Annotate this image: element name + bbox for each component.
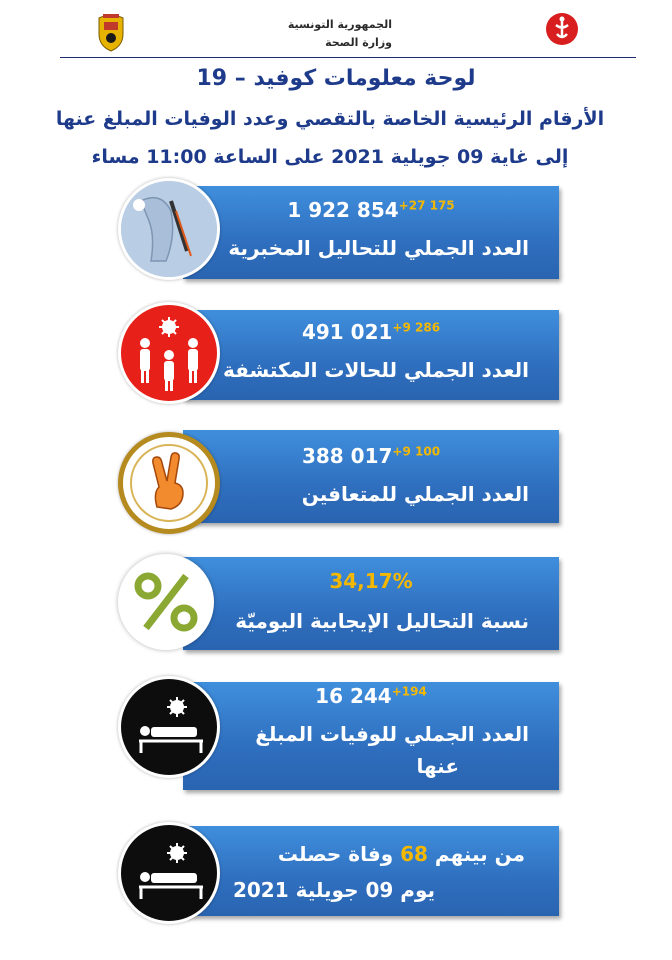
recovered-value: 388 017 (301, 444, 393, 468)
percent-icon (118, 554, 214, 650)
total-deaths-card (183, 682, 559, 790)
cases-increase: +9 286 (392, 320, 441, 335)
deaths-value-row (183, 684, 559, 708)
cases-value-row (183, 320, 559, 344)
victory-hand-icon (118, 432, 220, 534)
daily-deaths-card (183, 826, 559, 916)
ministry-name-line2: وزارة الصحة (325, 36, 392, 49)
recovered-increase: +9 100 (392, 444, 441, 459)
nasal-swab-icon (118, 178, 220, 280)
deceased-patient-icon (118, 822, 220, 924)
total-cases-card (183, 310, 559, 400)
date-line: إلى غاية 09 جويلية 2021 على الساعة 11:00 مساء (91, 146, 569, 168)
daily-deaths-suffix: وفاة حصلت (277, 842, 394, 866)
positivity-value: 34,17% (329, 569, 413, 593)
cases-value: 491 021 (301, 320, 393, 344)
total-recovered-card (183, 430, 559, 523)
header-divider (60, 57, 636, 58)
page-title: لوحة معلومات كوفيد – 19 (196, 66, 476, 91)
recovered-label: العدد الجملي للمتعافين (301, 482, 529, 506)
deceased-patient-icon (118, 676, 220, 778)
deaths-label-line2: عنها (416, 754, 459, 778)
tests-value: 1 922 854 (287, 198, 399, 222)
tests-value-row (183, 198, 559, 222)
infected-people-icon (118, 302, 220, 404)
daily-deaths-line2: يوم 09 جويلية 2021 (232, 878, 435, 902)
deaths-label-line1: العدد الجملي للوفيات المبلغ (255, 722, 529, 746)
daily-deaths-line1 (193, 842, 525, 866)
ministry-name-line1: الجمهورية التونسية (287, 18, 392, 31)
tests-increase: +27 175 (398, 198, 455, 213)
page-subtitle: الأرقام الرئيسية الخاصة بالتقصي وعدد الوفيات المبلغ عنها (55, 108, 605, 130)
deaths-value: 16 244 (315, 684, 392, 708)
recovered-value-row (183, 444, 559, 468)
tests-label: العدد الجملي للتحاليل المخبرية (228, 236, 529, 260)
cases-label: العدد الجملي للحالات المكتشفة (223, 358, 529, 382)
daily-deaths-count: 68 (400, 842, 428, 866)
health-logo (545, 12, 579, 46)
daily-deaths-prefix: من بينهم (434, 842, 525, 866)
ministry-emblem (94, 12, 128, 52)
total-tests-card (183, 186, 559, 279)
positivity-label: نسبة التحاليل الإيجابية اليوميّة (235, 609, 529, 633)
positivity-rate-card (183, 557, 559, 650)
deaths-increase: +194 (391, 684, 427, 699)
